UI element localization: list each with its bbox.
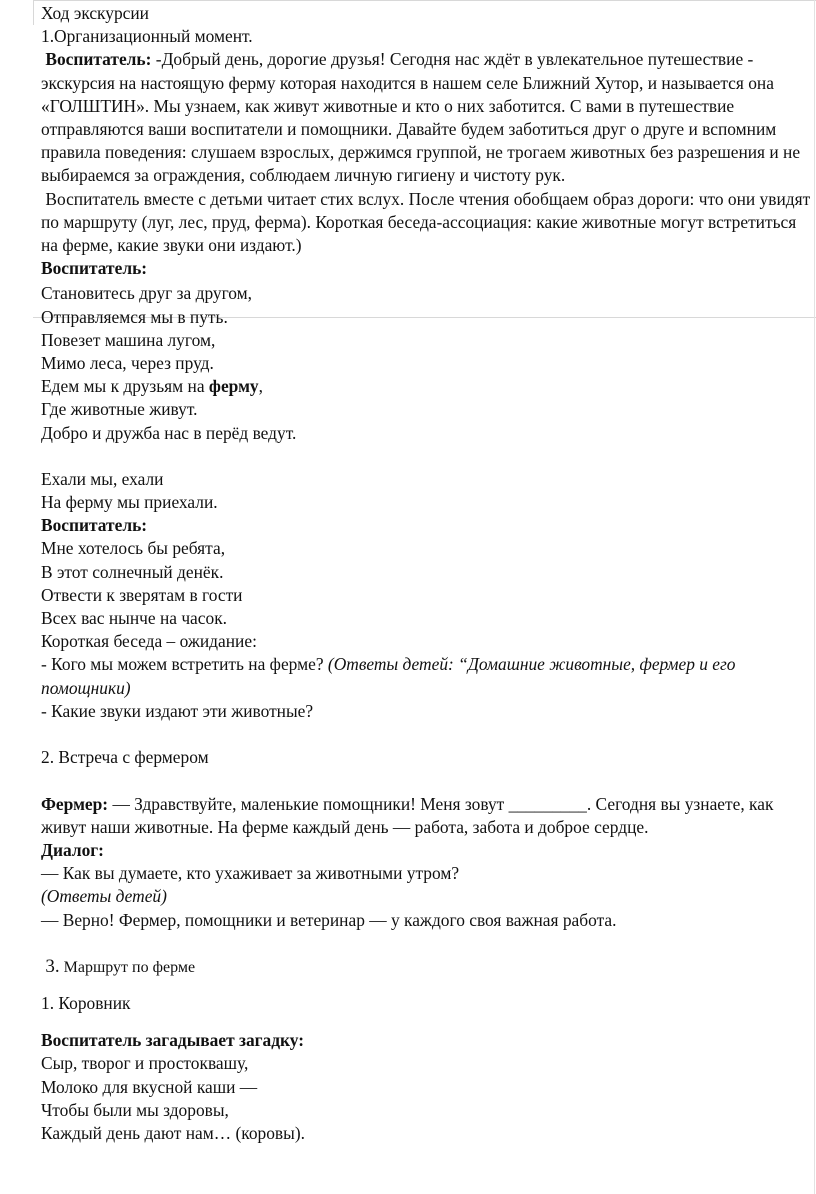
poem1-line: Отправляемся мы в путь. (41, 306, 228, 327)
blank-line (41, 769, 811, 792)
table-border-right (814, 0, 815, 1194)
blank-line (41, 445, 811, 468)
section3-text: Маршрут по ферме (59, 958, 196, 976)
blank-line (41, 723, 811, 746)
speaker-label-1-text: Воспитатель: (41, 258, 148, 279)
blank-line (41, 932, 811, 955)
dialog-reply: — Верно! Фермер, помощники и ветеринар — у каждого своя важная работа. (41, 909, 617, 930)
poem1-line: Добро и дружба нас в перёд ведут. (41, 422, 297, 443)
excursion-title: Ход экскурсии (41, 3, 149, 23)
poem2 (41, 468, 811, 514)
section3-number: 3. (45, 955, 60, 977)
speaker-label-2 (41, 514, 811, 537)
dialog-question: — Как вы думаете, кто ухаживает за животными утром? (41, 863, 460, 884)
riddle-label-text: Воспитатель загадывает загадку: (41, 1030, 305, 1051)
poem3-line: Мне хотелось бы ребята, (41, 538, 226, 559)
poem1-farm-line (41, 375, 811, 398)
speaker-label-2-text: Воспитатель: (41, 515, 148, 536)
blank-line (41, 978, 811, 992)
riddle-line: Сыр, творог и простоквашу, (41, 1053, 249, 1074)
riddle (41, 1052, 811, 1145)
section2-heading: 2. Встреча с фермером (41, 747, 209, 768)
poem3 (41, 537, 811, 630)
question1-text: - Кого мы можем встретить на ферме? (41, 654, 328, 675)
poem3-line: В этот солнечный денёк. (41, 561, 224, 582)
speaker-label-1 (41, 257, 811, 280)
dialog-answer-text: (Ответы детей) (41, 886, 167, 907)
intro-speaker: Воспитатель: (45, 49, 152, 70)
question2: - Какие звуки издают эти животные? (41, 700, 314, 721)
blank-line (41, 1015, 811, 1029)
poem1-line: Где животные живут. (41, 399, 198, 420)
intro-paragraph (41, 48, 811, 187)
poem2-line: Ехали мы, ехали (41, 468, 164, 489)
dialog-label-text: Диалог: (41, 839, 104, 860)
farm-word: ферму (208, 376, 259, 397)
poem3-line: Отвести к зверятам в гости (41, 584, 243, 605)
farmer-text: — Здравствуйте, маленькие помощники! Меня зовут _________. Сегодня вы узнаете, как живут наши животные. На ферме каждый день — работа, забота и доброе сердце. (41, 793, 774, 837)
question1-answer: (Ответы детей: “Домашние животные, фермер и его помощники) (41, 654, 736, 698)
poem1-line: Становитесь друг за другом, (41, 283, 253, 304)
farm-line-after: , (258, 376, 263, 397)
poem2-line: На ферму мы приехали. (41, 492, 218, 513)
short-talk: Короткая беседа – ожидание: (41, 631, 257, 652)
reading-note-text: Воспитатель вместе с детьми читает стих вслух. После чтения обобщаем образ дороги: что они увидят по маршруту (луг, лес, пруд, ферма). Короткая беседа-ассоциация: какие животные могут встретиться на ферме, какие звуки они издают.) (41, 188, 811, 255)
section3-heading (41, 955, 811, 978)
question1 (41, 653, 811, 699)
poem1 (41, 282, 811, 444)
subsection-cowshed: 1. Коровник (41, 993, 131, 1014)
riddle-line: Чтобы были мы здоровы, (41, 1099, 229, 1120)
riddle-line: Каждый день дают нам… (коровы). (41, 1123, 305, 1144)
section1-heading: 1.Организационный момент. (41, 26, 253, 47)
poem1-line: Мимо леса, через пруд. (41, 352, 214, 373)
riddle-line: Молоко для вкусной каши — (41, 1076, 258, 1097)
farmer-speaker: Фермер: (41, 793, 109, 814)
document-content (41, 2, 811, 1145)
poem3-line: Всех вас нынче на часок. (41, 608, 227, 629)
dialog-label (41, 839, 811, 862)
dialog-answer (41, 885, 811, 908)
intro-text: -Добрый день, дорогие друзья! Сегодня нас ждёт в увлекательное путешествие - экскурсия на настоящую ферму которая находится в нашем селе Ближний Хутор, и называется она «ГОЛШТИН». Мы узнаем, как живут животные и кто о них заботится. С вами в путешествие отправляются ваши воспитатели и помощники. Давайте будем заботиться друг о друге и вспомним правила поведения: слушаем взрослых, держимся группой, не трогаем животных без разрешения и не выбираемся за ограждения, соблюдаем личную гигиену и чистоту рук. (41, 49, 801, 186)
reading-note (41, 188, 811, 258)
poem1-line: Повезет машина лугом, (41, 329, 216, 350)
farm-line-before: Едем мы к друзьям на (41, 376, 209, 397)
farmer-paragraph (41, 793, 811, 839)
riddle-label (41, 1029, 811, 1052)
